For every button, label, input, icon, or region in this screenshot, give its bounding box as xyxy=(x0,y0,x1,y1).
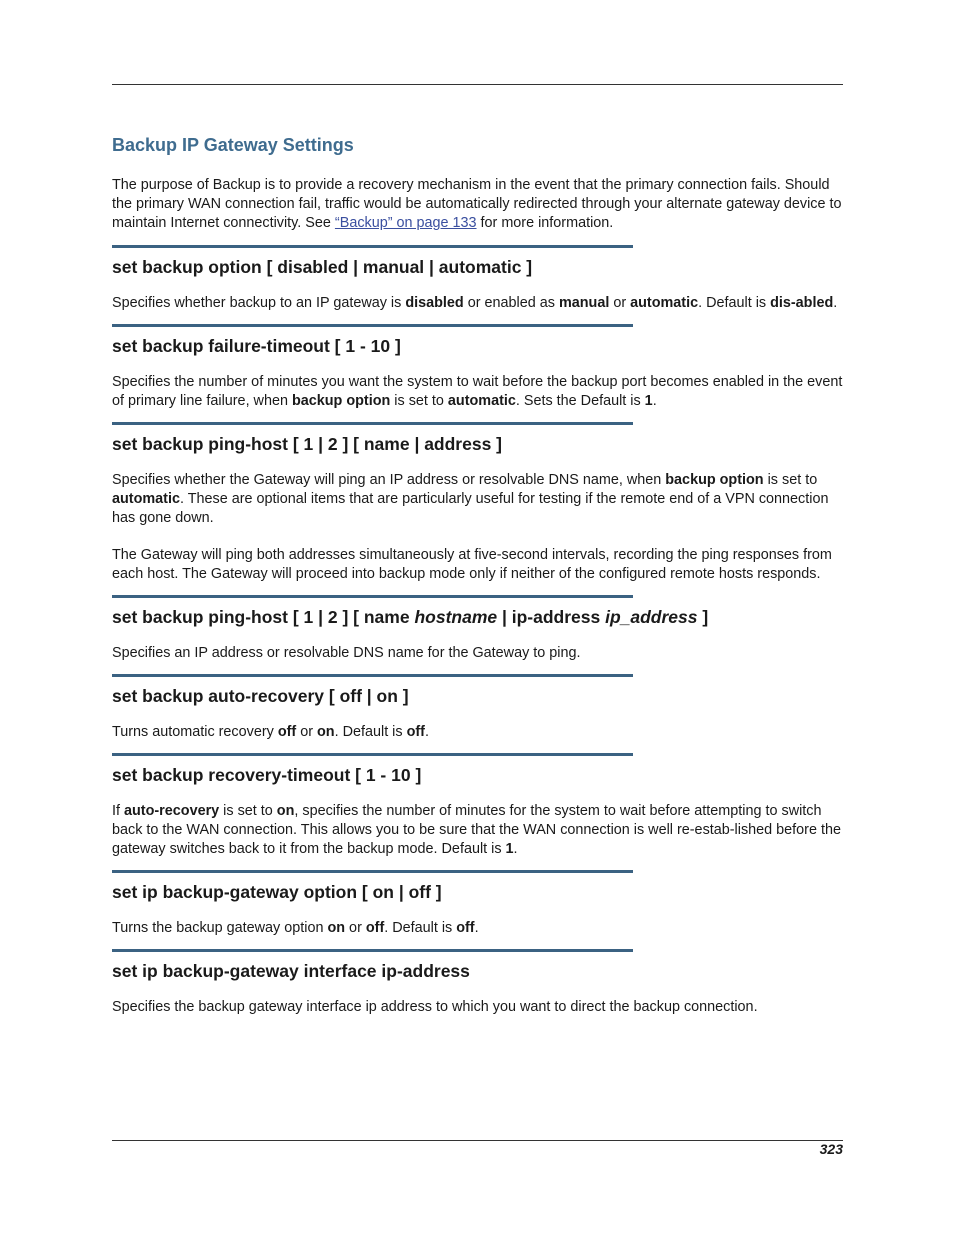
header-rule xyxy=(112,84,843,85)
command-description: Specifies the backup gateway interface ip address to which you want to direct the backup connection. xyxy=(112,999,758,1015)
command-description: Turns the backup gateway option on or off. Default is off. xyxy=(112,920,479,936)
command-recovery-timeout xyxy=(112,753,841,859)
page-number: 323 xyxy=(819,1141,843,1157)
command-auto-recovery xyxy=(112,674,633,742)
command-backup-option xyxy=(112,245,838,313)
backup-page-link[interactable]: “Backup” on page 133 xyxy=(334,215,477,231)
command-heading: set backup recovery-timeout [ 1 - 10 ] xyxy=(112,765,422,785)
command-gateway-interface xyxy=(112,949,758,1017)
intro-text: The purpose of Backup is to provide a recovery mechanism in the event that the primary connection fails. Should the primary WAN connection fail, traffic would be automatically redirected through your alternate gateway device to maintain Internet connectivity. See xyxy=(112,177,842,231)
command-heading: set backup ping-host [ 1 | 2 ] [ name hostname | ip-address ip_address ] xyxy=(112,607,709,627)
section-title: Backup IP Gateway Settings xyxy=(112,135,354,155)
command-gateway-option xyxy=(112,870,633,938)
footer-rule xyxy=(112,1140,843,1141)
page-content xyxy=(112,135,843,1017)
command-description: Specifies the number of minutes you want the system to wait before the backup port becomes enabled in the event of primary line failure, when backup option is set to automatic. Sets the Default is 1. xyxy=(112,374,843,409)
command-heading: set backup failure-timeout [ 1 - 10 ] xyxy=(112,336,401,356)
command-ping-host xyxy=(112,422,832,584)
command-description: Turns automatic recovery off or on. Default is off. xyxy=(112,724,429,740)
command-description: Specifies whether the Gateway will ping an IP address or resolvable DNS name, when backup option is set to automatic. These are optional items that are particularly useful for testing if the remote end of a VPN connection has gone down. xyxy=(112,472,829,526)
command-heading: set backup option [ disabled | manual | automatic ] xyxy=(112,257,533,277)
command-heading: set backup ping-host [ 1 | 2 ] [ name | address ] xyxy=(112,434,503,454)
intro-text-end: for more information. xyxy=(476,215,614,231)
command-failure-timeout xyxy=(112,324,843,411)
intro-paragraph xyxy=(112,176,843,233)
command-description: Specifies whether backup to an IP gateway is disabled or enabled as manual or automatic. Default is dis-abled. xyxy=(112,295,838,311)
command-heading: set ip backup-gateway interface ip-address xyxy=(112,961,470,981)
command-ping-host-name xyxy=(112,595,709,663)
command-description: If auto-recovery is set to on, specifies the number of minutes for the system to wait before attempting to switch back to the WAN connection. This allows you to be sure that the WAN connection is well re-estab-lished before the gateway switches back to it from the backup mode. Default is 1. xyxy=(112,803,841,857)
command-description: Specifies an IP address or resolvable DNS name for the Gateway to ping. xyxy=(112,645,581,661)
command-heading: set ip backup-gateway option [ on | off ] xyxy=(112,882,442,902)
command-description-2: The Gateway will ping both addresses simultaneously at five-second intervals, recording the ping responses from each host. The Gateway will proceed into backup mode only if neither of the configured remote hosts responds. xyxy=(112,547,832,582)
command-heading: set backup auto-recovery [ off | on ] xyxy=(112,686,409,706)
